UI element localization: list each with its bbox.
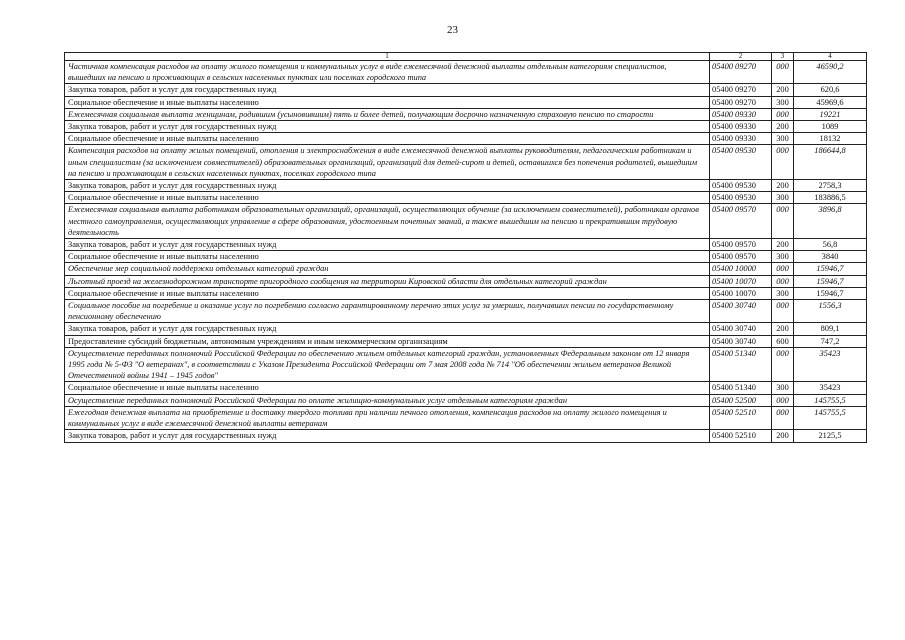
- table-row: [65, 96, 867, 108]
- row-code: 05400 09530: [710, 180, 772, 192]
- row-type: 000: [772, 300, 794, 323]
- row-sum: 2125,5: [794, 430, 867, 442]
- row-code: 05400 30740: [710, 300, 772, 323]
- table-row: [65, 192, 867, 204]
- table-row: [65, 335, 867, 347]
- row-type: 300: [772, 251, 794, 263]
- row-code: 05400 09530: [710, 145, 772, 180]
- row-type: 000: [772, 145, 794, 180]
- row-name: Социальное обеспечение и иные выплаты населению: [65, 287, 710, 299]
- row-type: 300: [772, 287, 794, 299]
- row-code: 05400 10070: [710, 275, 772, 287]
- column-number-2: 2: [710, 53, 772, 61]
- row-sum: 1556,3: [794, 300, 867, 323]
- row-code: 05400 09270: [710, 84, 772, 96]
- row-code: 05400 09570: [710, 251, 772, 263]
- row-type: 000: [772, 347, 794, 382]
- row-name: Ежемесячная социальная выплата работникам образовательных организаций, организаций, осуществляющих обучение (за исключением совместителей), работникам органов местного самоуправления, осуществляющих управление в сфере образования, удостоенным почетных званий, а также вышедшим на пенсию и прекратившим трудовую деятельность: [65, 204, 710, 239]
- row-sum: 19221: [794, 108, 867, 120]
- row-type: 300: [772, 133, 794, 145]
- table-row: [65, 239, 867, 251]
- table-row: [65, 108, 867, 120]
- row-name: Закупка товаров, работ и услуг для государственных нужд: [65, 430, 710, 442]
- row-code: 05400 09270: [710, 61, 772, 84]
- table-row: [65, 275, 867, 287]
- row-type: 000: [772, 204, 794, 239]
- row-type: 000: [772, 263, 794, 275]
- table-row: [65, 204, 867, 239]
- row-code: 05400 51340: [710, 347, 772, 382]
- row-type: 600: [772, 335, 794, 347]
- table-row: [65, 300, 867, 323]
- row-name: Закупка товаров, работ и услуг для государственных нужд: [65, 121, 710, 133]
- row-code: 05400 09270: [710, 96, 772, 108]
- row-type: 200: [772, 180, 794, 192]
- row-name: Осуществление переданных полномочий Российской Федерации по оплате жилищно-коммунальных услуг отдельным категориям граждан: [65, 394, 710, 406]
- row-code: 05400 10000: [710, 263, 772, 275]
- column-number-1: 1: [65, 53, 710, 61]
- row-sum: 35423: [794, 347, 867, 382]
- column-number-3: 3: [772, 53, 794, 61]
- row-sum: 15946,7: [794, 275, 867, 287]
- table-row: [65, 133, 867, 145]
- table-row: [65, 347, 867, 382]
- row-name: Социальное обеспечение и иные выплаты населению: [65, 96, 710, 108]
- row-sum: 3840: [794, 251, 867, 263]
- row-code: 05400 09330: [710, 133, 772, 145]
- row-code: 05400 52500: [710, 394, 772, 406]
- row-type: 200: [772, 430, 794, 442]
- row-sum: 46590,2: [794, 61, 867, 84]
- table-row: [65, 394, 867, 406]
- row-sum: 18132: [794, 133, 867, 145]
- row-name: Социальное обеспечение и иные выплаты населению: [65, 382, 710, 394]
- row-name: Предоставление субсидий бюджетным, автономным учреждениям и иным некоммерческим организациям: [65, 335, 710, 347]
- row-sum: 45969,6: [794, 96, 867, 108]
- table-row: [65, 406, 867, 429]
- row-type: 200: [772, 239, 794, 251]
- row-sum: 35423: [794, 382, 867, 394]
- row-sum: 2758,3: [794, 180, 867, 192]
- column-number-4: 4: [794, 53, 867, 61]
- table-row: [65, 251, 867, 263]
- row-name: Ежемесячная социальная выплата женщинам, родившим (усыновившим) пять и более детей, получающим досрочно назначенную страховую пенсию по старости: [65, 108, 710, 120]
- table-row: [65, 323, 867, 335]
- row-name: Ежегодная денежная выплата на приобретение и доставку твердого топлива при наличии печного отопления, компенсация расходов на оплату жилого помещения и коммунальных услуг в виде ежемесячной денежной выплаты ветеранам: [65, 406, 710, 429]
- row-type: 200: [772, 121, 794, 133]
- row-name: Осуществление переданных полномочий Российской Федерации по обеспечению жильем отдельных категорий граждан, установленных Федеральным законом от 12 января 1995 года № 5-ФЗ "О ветеранах", в соответствии с Указом Президента Российской Федерации от 7 мая 2008 года № 714 "Об обеспечении жильем ветеранов Великой Отечественной войны 1941 – 1945 годов": [65, 347, 710, 382]
- row-code: 05400 09570: [710, 239, 772, 251]
- row-name: Социальное обеспечение и иные выплаты населению: [65, 251, 710, 263]
- row-code: 05400 30740: [710, 335, 772, 347]
- row-type: 200: [772, 323, 794, 335]
- row-type: 000: [772, 406, 794, 429]
- row-name: Закупка товаров, работ и услуг для государственных нужд: [65, 323, 710, 335]
- row-type: 000: [772, 108, 794, 120]
- row-type: 000: [772, 275, 794, 287]
- row-sum: 3896,8: [794, 204, 867, 239]
- row-type: 200: [772, 84, 794, 96]
- table-row: [65, 145, 867, 180]
- row-name: Частичная компенсация расходов на оплату жилого помещения и коммунальных услуг в виде ежемесячной денежной выплаты отдельным категориям специалистов, вышедших на пенсию и проживающих в сельских населенных пунктах или поселках городского типа: [65, 61, 710, 84]
- row-name: Социальное обеспечение и иные выплаты населению: [65, 192, 710, 204]
- row-type: 300: [772, 382, 794, 394]
- row-code: 05400 09570: [710, 204, 772, 239]
- row-code: 05400 30740: [710, 323, 772, 335]
- column-number-row: [65, 53, 867, 61]
- row-sum: 56,8: [794, 239, 867, 251]
- row-name: Обеспечение мер социальной поддержки отдельных категорий граждан: [65, 263, 710, 275]
- table-row: [65, 180, 867, 192]
- table-row: [65, 61, 867, 84]
- row-type: 300: [772, 192, 794, 204]
- table-row: [65, 287, 867, 299]
- row-name: Компенсация расходов на оплату жилых помещений, отопления и электроснабжения в виде ежемесячной денежной выплаты руководителям, педагогическим работникам и иным специалистам (за исключением совместителей) образовательных организаций, организаций для детей-сирот и детей, оставшихся без попечения родителей, вышедшим на пенсию и проживающим в сельских населенных пунктах, поселках городского типа: [65, 145, 710, 180]
- row-sum: 620,6: [794, 84, 867, 96]
- row-sum: 15946,7: [794, 263, 867, 275]
- table-row: [65, 121, 867, 133]
- row-name: Социальное обеспечение и иные выплаты населению: [65, 133, 710, 145]
- row-name: Закупка товаров, работ и услуг для государственных нужд: [65, 180, 710, 192]
- row-sum: 186644,8: [794, 145, 867, 180]
- row-type: 300: [772, 96, 794, 108]
- row-code: 05400 10070: [710, 287, 772, 299]
- row-name: Льготный проезд на железнодорожном транспорте пригородного сообщения на территории Кировской области для отдельных категорий граждан: [65, 275, 710, 287]
- row-code: 05400 51340: [710, 382, 772, 394]
- table-row: [65, 263, 867, 275]
- row-type: 000: [772, 61, 794, 84]
- row-sum: 809,1: [794, 323, 867, 335]
- row-sum: 747,2: [794, 335, 867, 347]
- row-code: 05400 09330: [710, 108, 772, 120]
- row-sum: 1089: [794, 121, 867, 133]
- table-row: [65, 382, 867, 394]
- row-sum: 183886,5: [794, 192, 867, 204]
- row-code: 05400 09530: [710, 192, 772, 204]
- budget-table: [64, 52, 867, 443]
- row-type: 000: [772, 394, 794, 406]
- table-row: [65, 430, 867, 442]
- row-code: 05400 09330: [710, 121, 772, 133]
- row-name: Закупка товаров, работ и услуг для государственных нужд: [65, 84, 710, 96]
- page-number: 23: [447, 24, 458, 36]
- table-row: [65, 84, 867, 96]
- row-sum: 15946,7: [794, 287, 867, 299]
- row-name: Закупка товаров, работ и услуг для государственных нужд: [65, 239, 710, 251]
- row-sum: 145755,5: [794, 406, 867, 429]
- row-name: Социальное пособие на погребение и оказание услуг по погребению согласно гарантированному перечню этих услуг за умерших, получавших пенсии по государственному пенсионному обеспечению: [65, 300, 710, 323]
- row-code: 05400 52510: [710, 406, 772, 429]
- row-sum: 145755,5: [794, 394, 867, 406]
- row-code: 05400 52510: [710, 430, 772, 442]
